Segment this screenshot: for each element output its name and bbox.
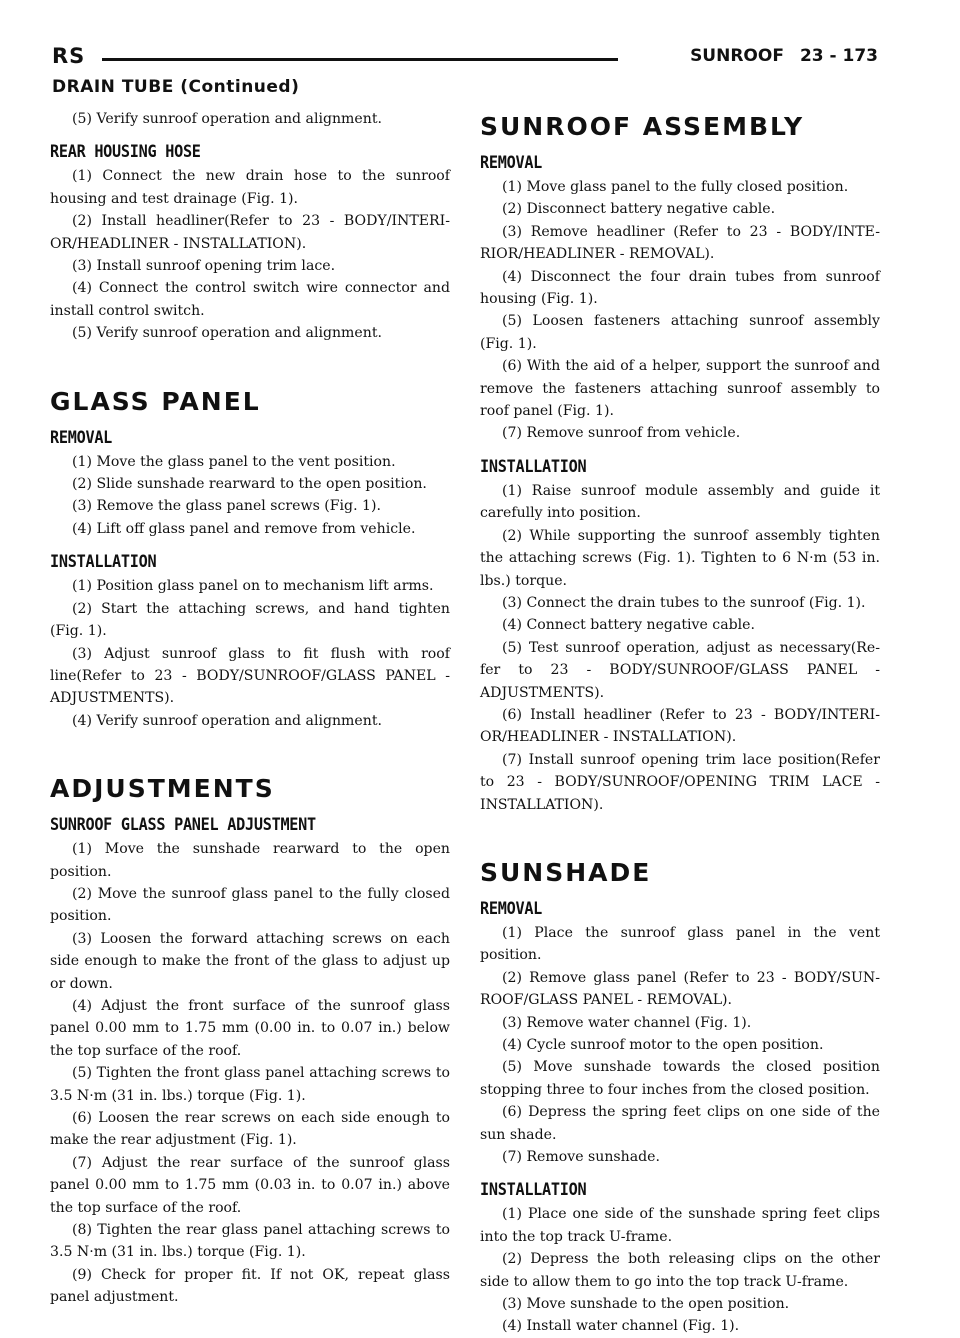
step: (7) Remove sunroof from vehicle. — [502, 425, 741, 442]
header-section-title: SUNROOF — [690, 46, 784, 66]
glass-panel-adjustment-heading: SUNROOF GLASS PANEL ADJUSTMENT — [50, 815, 316, 835]
sunshade-removal-heading: REMOVAL — [480, 898, 543, 918]
right-column — [480, 108, 880, 1338]
step: (3) Remove headliner (Refer to 23 - BODY/INTE-RIOR/HEADLINER - REMOVAL). — [480, 223, 880, 263]
step: (7) Install sunroof opening trim lace position(Refer to 23 - BODY/SUNROOF/OPENING TRIM LACE - INSTALLATION). — [480, 751, 880, 813]
step: (5) Test sunroof operation, adjust as necessary(Re-fer to 23 - BODY/SUNROOF/GLASS PANEL - ADJUSTMENTS). — [480, 639, 880, 701]
sunroof-assembly-heading: SUNROOF ASSEMBLY — [480, 112, 805, 141]
step: (5) Loosen fasteners attaching sunroof assembly (Fig. 1). — [480, 313, 880, 352]
step: (5) Move sunshade towards the closed position stopping three to four inches from the closed position. — [480, 1059, 880, 1098]
step: (6) With the aid of a helper, support the sunroof and remove the fasteners attaching sunroof assembly to roof panel (Fig. 1). — [480, 358, 880, 420]
step: (1) Move the sunshade rearward to the open position. — [50, 841, 450, 880]
sunshade-removal-steps — [480, 922, 880, 1168]
step: (3) Remove the glass panel screws (Fig. 1). — [72, 498, 381, 515]
step: (2) Install headliner(Refer to 23 - BODY/INTERI-OR/HEADLINER - INSTALLATION). — [50, 213, 450, 252]
sunshade-heading: SUNSHADE — [480, 857, 652, 887]
step: (5) Verify sunroof operation and alignment. — [72, 325, 382, 342]
step: (9) Check for proper fit. If not OK, repeat glass panel adjustment. — [50, 1266, 450, 1306]
step: (3) Connect the drain tubes to the sunroof (Fig. 1). — [502, 594, 866, 611]
header-manual-code: RS — [52, 44, 86, 68]
glass-panel-removal-steps — [50, 451, 450, 541]
step: (4) Install water channel (Fig. 1). — [502, 1318, 740, 1335]
intro-steps — [50, 108, 450, 130]
step: (4) Disconnect the four drain tubes from sunroof housing (Fig. 1). — [480, 268, 880, 308]
header-section-page — [690, 46, 878, 66]
sunroof-assembly-installation-steps — [480, 480, 880, 816]
step: (4) Cycle sunroof motor to the open position. — [502, 1037, 824, 1053]
step: (1) Place the sunroof glass panel in the vent position. — [480, 924, 880, 964]
sunshade-installation-heading: INSTALLATION — [480, 1180, 587, 1200]
step: (4) Connect the control switch wire connector and install control switch. — [50, 280, 450, 319]
step: (1) Position glass panel on to mechanism lift arms. — [72, 578, 434, 595]
step: (8) Tighten the rear glass panel attaching screws to 3.5 N·m (31 in. lbs.) torque (Fig. 1). — [50, 1222, 450, 1261]
page-header — [52, 44, 878, 74]
adjustment-steps — [50, 838, 450, 1309]
rear-housing-hose-heading: REAR HOUSING HOSE — [50, 142, 201, 162]
step: (2) Depress the both releasing clips on the other side to allow them to go into the top track U-frame. — [480, 1251, 880, 1290]
step: (5) Verify sunroof operation and alignment. — [72, 111, 382, 127]
header-rule — [102, 58, 618, 61]
glass-panel-installation-heading: INSTALLATION — [50, 552, 157, 572]
glass-panel-removal-heading: REMOVAL — [50, 427, 113, 447]
step: (6) Depress the spring feet clips on one side of the sun shade. — [480, 1104, 880, 1143]
step: (2) Remove glass panel (Refer to 23 - BODY/SUN-ROOF/GLASS PANEL - REMOVAL). — [480, 969, 880, 1009]
step: (2) Start the attaching screws, and hand tighten (Fig. 1). — [50, 600, 450, 640]
step: (4) Verify sunroof operation and alignment. — [72, 712, 382, 729]
step: (3) Remove water channel (Fig. 1). — [502, 1014, 752, 1031]
step: (3) Loosen the forward attaching screws on each side enough to make the front of the glass to adjust up or down. — [50, 930, 450, 992]
step: (7) Remove sunshade. — [502, 1149, 660, 1166]
sunshade-installation-steps — [480, 1203, 880, 1337]
step: (1) Move glass panel to the fully closed position. — [502, 179, 849, 195]
step: (6) Install headliner (Refer to 23 - BODY/INTERI-OR/HEADLINER - INSTALLATION). — [480, 706, 880, 746]
sunroof-assembly-removal-heading: REMOVAL — [480, 153, 543, 172]
step: (6) Loosen the rear screws on each side enough to make the rear adjustment (Fig. 1). — [50, 1110, 450, 1149]
step: (2) Slide sunshade rearward to the open position. — [72, 476, 427, 493]
glass-panel-installation-steps — [50, 575, 450, 732]
page-number: 23 - 173 — [799, 46, 878, 66]
step: (1) Place one side of the sunshade spring feet clips into the top track U-frame. — [480, 1206, 880, 1245]
step: (2) While supporting the sunroof assembly tighten the attaching screws (Fig. 1). Tighten to 6 N·m (53 in. lbs.) torque. — [480, 527, 880, 589]
adjustments-heading: ADJUSTMENTS — [50, 774, 275, 804]
glass-panel-heading: GLASS PANEL — [50, 386, 261, 416]
sunroof-assembly-installation-heading: INSTALLATION — [480, 456, 587, 476]
step: (1) Connect the new drain hose to the sunroof housing and test drainage (Fig. 1). — [50, 168, 450, 207]
step: (5) Tighten the front glass panel attaching screws to 3.5 N·m (31 in. lbs.) torque (Fig. 1). — [50, 1065, 450, 1104]
step: (4) Adjust the front surface of the sunroof glass panel 0.00 mm to 1.75 mm (0.00 in. to 0.07 in.) below the top surface of the roof. — [50, 997, 450, 1059]
sunroof-assembly-removal-steps — [480, 176, 880, 445]
step: (3) Move sunshade to the open position. — [502, 1296, 790, 1313]
step: (4) Lift off glass panel and remove from vehicle. — [72, 520, 416, 537]
step: (3) Install sunroof opening trim lace. — [72, 258, 336, 275]
step: (2) Disconnect battery negative cable. — [502, 201, 776, 218]
step: (2) Move the sunroof glass panel to the fully closed position. — [50, 885, 450, 925]
left-column — [50, 108, 450, 1309]
continued-heading: DRAIN TUBE (Continued) — [52, 77, 300, 97]
step: (3) Adjust sunroof glass to fit flush with roof line(Refer to 23 - BODY/SUNROOF/GLASS PANEL - ADJUSTMENTS). — [50, 645, 450, 707]
step: (1) Move the glass panel to the vent position. — [72, 453, 396, 470]
step: (7) Adjust the rear surface of the sunroof glass panel 0.00 mm to 1.75 mm (0.03 in. to 0.07 in.) above the top surface of the roof. — [50, 1154, 450, 1216]
rear-housing-hose-steps — [50, 165, 450, 344]
step: (1) Raise sunroof module assembly and guide it carefully into position. — [480, 482, 880, 522]
step: (4) Connect battery negative cable. — [502, 617, 755, 634]
